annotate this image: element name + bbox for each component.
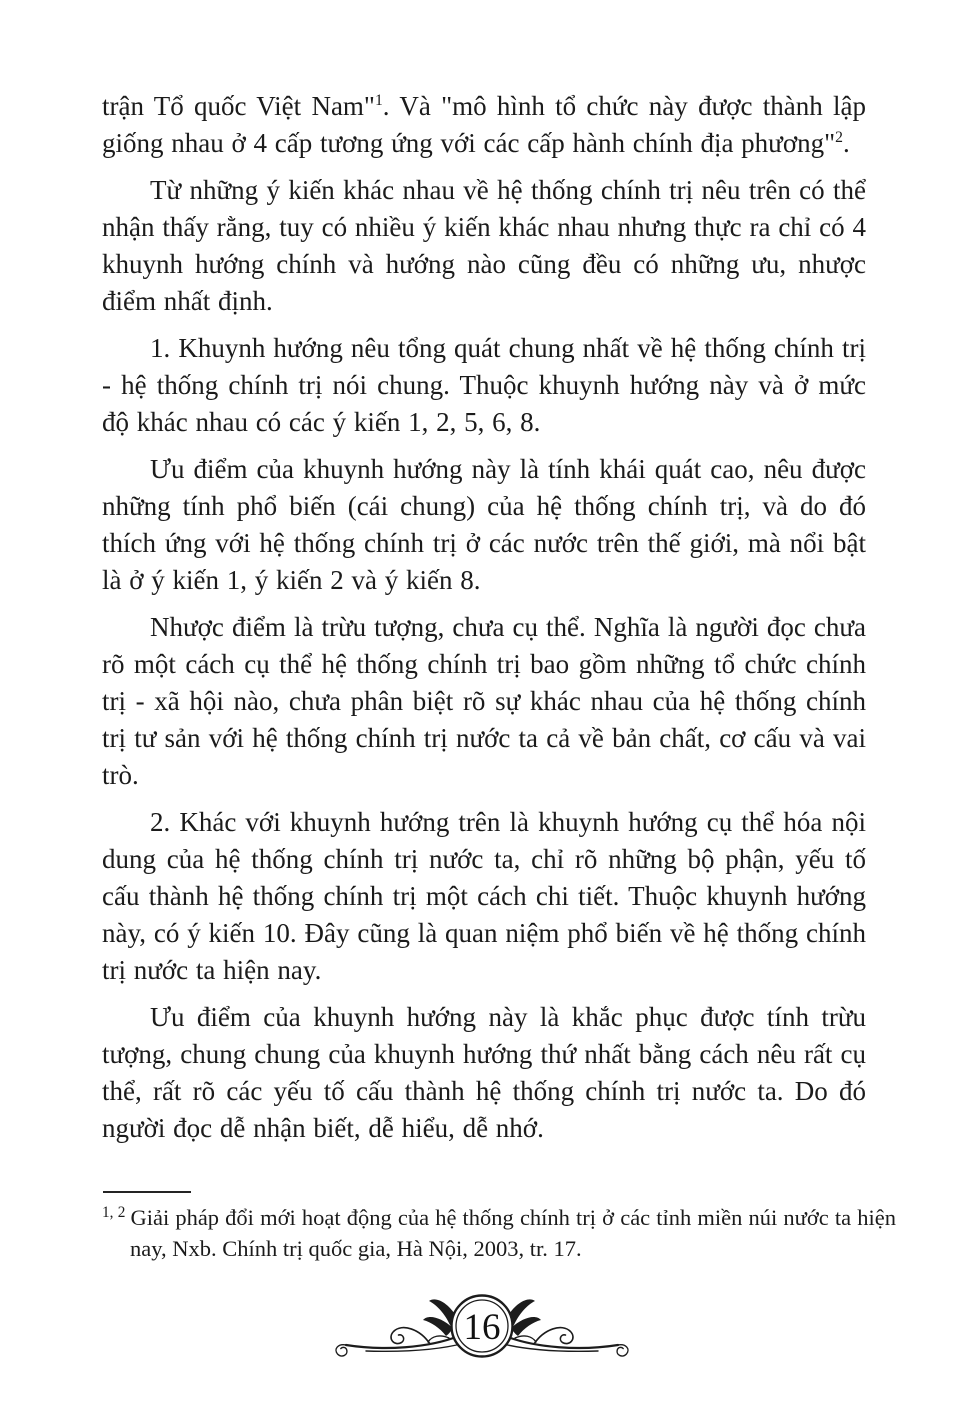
page-number-ornament [332, 1274, 632, 1386]
footnote-rule [103, 1191, 191, 1193]
paragraph-text: 2. Khác với khuynh hướng trên là khuynh hướng cụ thể hóa nội dung của hệ thống chính trị nước ta, chỉ rõ những bộ phận, yếu tố cấu thành hệ thống chính trị một cách chi tiết. Thuộc khuynh hướng này, có ý kiến 10. Đây cũng là quan niệm phổ biến về hệ thống chính trị nước ta hiện nay. [102, 807, 866, 985]
paragraph-text: 1. Khuynh hướng nêu tổng quát chung nhất về hệ thống chính trị - hệ thống chính trị nói chung. Thuộc khuynh hướng này và ở mức độ khác nhau có các ý kiến 1, 2, 5, 6, 8. [102, 333, 866, 437]
paragraph-text: . Và "mô hình tổ chức này được thành lập giống nhau ở 4 cấp tương ứng với các cấp hành chính địa phương" [102, 91, 866, 158]
paragraph [102, 999, 866, 1147]
footnote-text: Giải pháp đổi mới hoạt động của hệ thống chính trị ở các tỉnh miền núi nước ta hiện nay, Nxb. Chính trị quốc gia, Hà Nội, 2003, tr. 17. [130, 1205, 896, 1261]
flourish-graphic [332, 1274, 632, 1386]
paragraph [102, 330, 866, 441]
paragraph-text: . [842, 128, 850, 158]
body-text [102, 88, 866, 1157]
paragraph-text: Nhược điểm là trừu tượng, chưa cụ thể. Nghĩa là người đọc chưa rõ một cách cụ thể hệ thống chính trị bao gồm những tổ chức chính trị - xã hội nào, chưa phân biệt rõ sự khác nhau của hệ thống chính trị tư sản với hệ thống chính trị nước ta cả về bản chất, cơ cấu và vai trò. [102, 612, 866, 790]
paragraph-text: Ưu điểm của khuynh hướng này là khắc phục được tính trừu tượng, chung chung của khuynh hướng thứ nhất bằng cách nêu rất cụ thể, rất rõ các yếu tố cấu thành hệ thống chính trị nước ta. Do đó người đọc dễ nhận biết, dễ hiểu, dễ nhớ. [102, 1002, 866, 1143]
paragraph-text: Từ những ý kiến khác nhau về hệ thống chính trị nêu trên có thể nhận thấy rằng, tuy có nhiều ý kiến khác nhau nhưng thực ra chỉ có 4 khuynh hướng chính và hướng nào cũng đều có những ưu, nhược điểm nhất định. [102, 175, 866, 316]
paragraph [102, 609, 866, 794]
page-number: 16 [463, 1307, 501, 1348]
paragraph [102, 804, 866, 989]
paragraph [102, 172, 866, 320]
footnote-reference: 1 [374, 92, 383, 109]
paragraph-text: Ưu điểm của khuynh hướng này là tính khái quát cao, nêu được những tính phổ biến (cái chung) của hệ thống chính trị, và do đó thích ứng với hệ thống chính trị ở các nước trên thế giới, mà nổi bật là ở ý kiến 1, ý kiến 2 và ý kiến 8. [102, 454, 866, 595]
footnote-marker: 1, 2 [102, 1203, 126, 1221]
footnote-reference: 2 [835, 129, 843, 146]
paragraph-text: trận Tổ quốc Việt Nam" [102, 91, 375, 121]
footnote [102, 1202, 896, 1264]
paragraph [102, 451, 866, 599]
paragraph [102, 88, 866, 162]
